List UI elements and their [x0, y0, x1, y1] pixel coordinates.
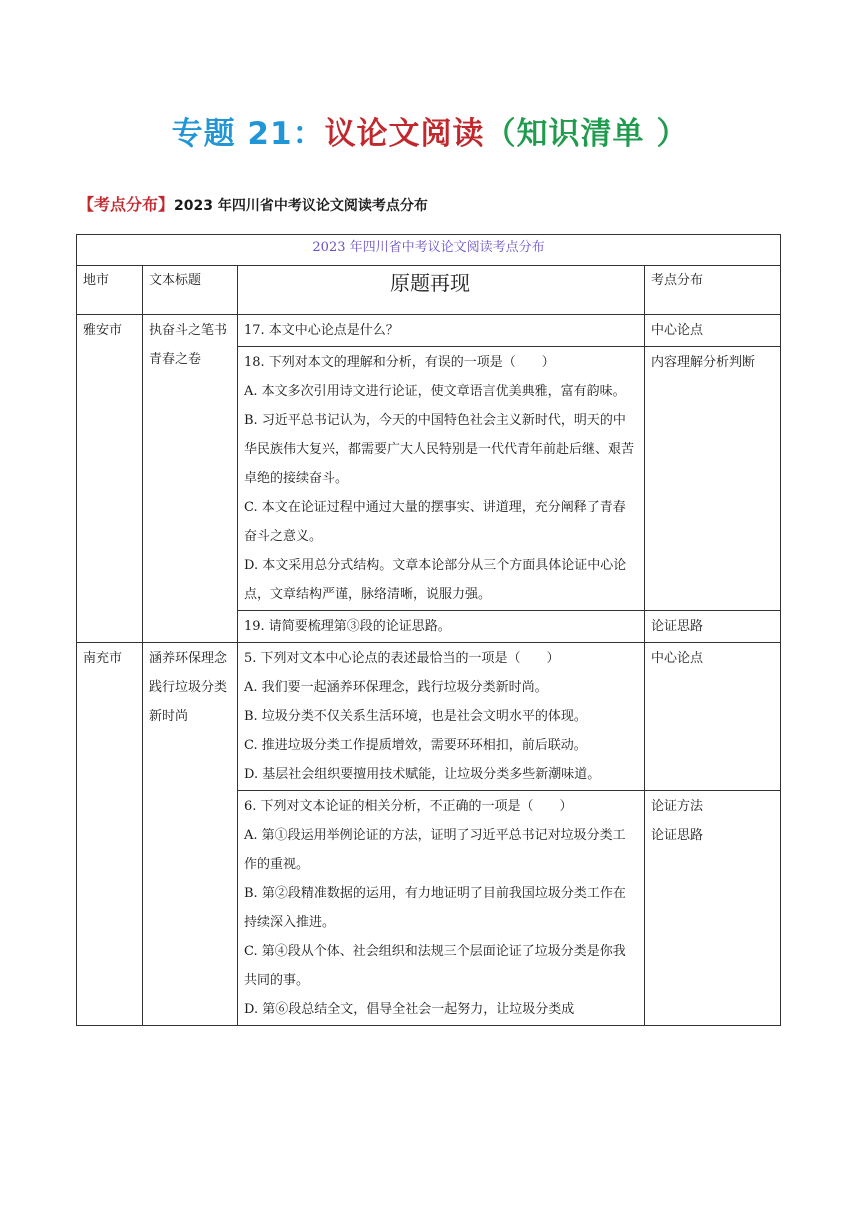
title-topic-number: 专题 21	[171, 116, 293, 152]
exam-points-table	[76, 234, 781, 1026]
question-cell	[238, 347, 645, 611]
point-cell	[645, 347, 781, 611]
point-line: 论证思路	[651, 619, 704, 634]
text-title-cell: 涵养环保理念 践行垃圾分类新时尚	[143, 643, 238, 1026]
table-caption-row	[77, 235, 781, 266]
question-line: 6. 下列对文本论证的相关分析，不正确的一项是（ ）	[244, 799, 573, 814]
header-point: 考点分布	[645, 266, 781, 315]
section-heading	[78, 192, 428, 215]
question-line: 18. 下列对本文的理解和分析，有误的一项是（ ）	[244, 355, 555, 370]
question-cell	[238, 791, 645, 1026]
point-line: 内容理解分析判断	[651, 355, 756, 370]
page-title	[0, 108, 860, 153]
point-cell	[645, 611, 781, 643]
question-line: 5. 下列对文本中心论点的表述最恰当的一项是（ ）	[244, 651, 560, 666]
point-line: 中心论点	[651, 651, 704, 666]
option-line: C. 第④段从个体、社会组织和法规三个层面论证了垃圾分类是你我共同的事。	[244, 944, 626, 988]
city-cell: 南充市	[77, 643, 143, 1026]
title-colon: ：	[292, 116, 325, 152]
question-line: 19. 请简要梳理第③段的论证思路。	[244, 619, 451, 634]
title-type: （知识清单 ）	[484, 116, 689, 152]
text-title-cell: 执奋斗之笔书青春之卷	[143, 315, 238, 643]
option-line: B. 第②段精准数据的运用，有力地证明了目前我国垃圾分类工作在持续深入推进。	[244, 886, 626, 930]
point-cell	[645, 643, 781, 791]
section-heading-text: 2023 年四川省中考议论文阅读考点分布	[174, 198, 428, 214]
header-title: 文本标题	[143, 266, 238, 315]
option-line: C. 本文在论证过程中通过大量的摆事实、讲道理，充分阐释了青春奋斗之意义。	[244, 500, 626, 544]
city-cell: 雅安市	[77, 315, 143, 643]
option-line: D. 本文采用总分式结构。文章本论部分从三个方面具体论证中心论点，文章结构严谨，脉络清晰，说服力强。	[244, 558, 627, 602]
table-header-row	[77, 266, 781, 315]
point-line: 中心论点	[651, 323, 704, 338]
option-line: A. 我们要一起涵养环保理念，践行垃圾分类新时尚。	[244, 680, 548, 695]
section-tag: 【考点分布】	[78, 195, 175, 214]
option-line: A. 第①段运用举例论证的方法，证明了习近平总书记对垃圾分类工作的重视。	[244, 828, 626, 872]
option-line: D. 第⑥段总结全文，倡导全社会一起努力，让垃圾分类成	[244, 1002, 575, 1017]
option-line: B. 习近平总书记认为，今天的中国特色社会主义新时代，明天的中华民族伟大复兴，都需要广大人民特别是一代代青年前赴后继、艰苦卓绝的接续奋斗。	[244, 413, 635, 486]
header-question: 原题再现	[238, 266, 645, 315]
option-line: B. 垃圾分类不仅关系生活环境，也是社会文明水平的体现。	[244, 709, 587, 724]
point-cell	[645, 791, 781, 1026]
header-city: 地市	[77, 266, 143, 315]
point-line: 论证方法	[651, 799, 704, 814]
option-line: C. 推进垃圾分类工作提质增效，需要环环相扣，前后联动。	[244, 738, 587, 753]
point-cell	[645, 315, 781, 347]
question-line: 17. 本文中心论点是什么？	[244, 323, 399, 338]
question-cell	[238, 643, 645, 791]
option-line: A. 本文多次引用诗文进行论证，使文章语言优美典雅，富有韵味。	[244, 384, 626, 399]
table-row	[77, 643, 781, 791]
point-line: 论证思路	[651, 828, 704, 843]
question-cell	[238, 611, 645, 643]
question-cell	[238, 315, 645, 347]
table-caption: 2023 年四川省中考议论文阅读考点分布	[77, 235, 781, 266]
option-line: D. 基层社会组织要擅用技术赋能，让垃圾分类多些新潮味道。	[244, 767, 601, 782]
title-topic-name: 议论文阅读	[324, 116, 485, 152]
table-row	[77, 315, 781, 347]
